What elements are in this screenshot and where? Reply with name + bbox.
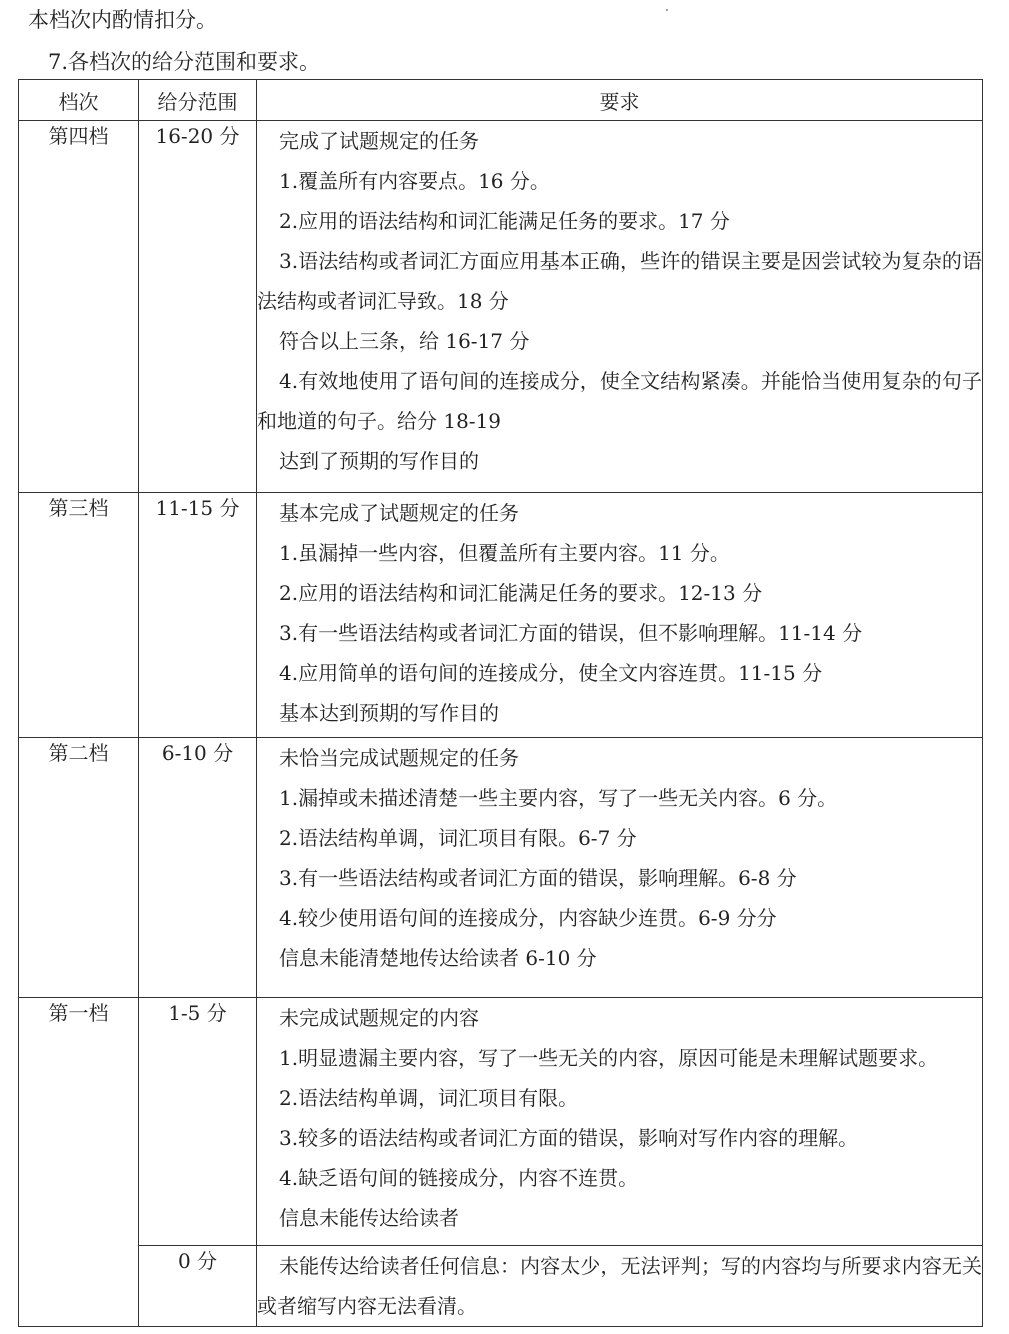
level-cell: 第三档 xyxy=(19,493,139,738)
scoring-rubric-table xyxy=(18,79,983,1327)
requirements-cell xyxy=(257,493,983,738)
table-row-zero xyxy=(19,1246,983,1327)
requirement-line: 2.应用的语法结构和词汇能满足任务的要求。12-13 分 xyxy=(279,581,763,605)
requirement-line: 2.语法结构单调，词汇项目有限。 xyxy=(279,1086,579,1110)
section-heading: 7.各档次的给分范围和要求。 xyxy=(48,50,321,74)
requirement-line: 2.语法结构单调，词汇项目有限。6-7 分 xyxy=(279,826,637,850)
requirement-line: 3.有一些语法结构或者词汇方面的错误，影响理解。6-8 分 xyxy=(279,866,797,890)
table-row-level-2 xyxy=(19,738,983,998)
requirement-line: 符合以上三条，给 16-17 分 xyxy=(279,329,530,353)
requirement-line: 1.漏掉或未描述清楚一些主要内容，写了一些无关内容。6 分。 xyxy=(279,786,838,810)
requirement-line: 4.有效地使用了语句间的连接成分，使全文结构紧凑。并能恰当使用复杂的句子和地道的句子。给分 18-19 xyxy=(257,369,982,433)
requirement-line: 4.较少使用语句间的连接成分，内容缺少连贯。6-9 分分 xyxy=(279,906,777,930)
requirement-line: 3.有一些语法结构或者词汇方面的错误，但不影响理解。11-14 分 xyxy=(279,621,863,645)
range-cell: 11-15 分 xyxy=(139,493,257,738)
requirements-cell xyxy=(257,998,983,1246)
header-level: 档次 xyxy=(19,80,139,121)
requirement-line: 完成了试题规定的任务 xyxy=(279,129,479,153)
range-cell: 16-20 分 xyxy=(139,121,257,493)
requirements-cell xyxy=(257,121,983,493)
requirement-line: 1.明显遗漏主要内容，写了一些无关的内容，原因可能是未理解试题要求。 xyxy=(279,1046,939,1070)
requirement-line: 达到了预期的写作目的 xyxy=(279,449,479,473)
requirements-cell xyxy=(257,738,983,998)
range-cell: 1-5 分 xyxy=(139,998,257,1246)
table-row-level-1 xyxy=(19,998,983,1246)
requirement-line: 3.语法结构或者词汇方面应用基本正确，些许的错误主要是因尝试较为复杂的语法结构或者词汇导致。18 分 xyxy=(257,249,982,313)
header-requirements: 要求 xyxy=(257,80,983,121)
requirement-line: 未完成试题规定的内容 xyxy=(279,1006,479,1030)
requirement-line: 1.虽漏掉一些内容，但覆盖所有主要内容。11 分。 xyxy=(279,541,730,565)
level-cell: 第一档 xyxy=(19,998,139,1327)
requirement-line: 未能传达给读者任何信息：内容太少，无法评判；写的内容均与所要求内容无关或者缩写内容无法看清。 xyxy=(257,1254,982,1318)
range-cell: 6-10 分 xyxy=(139,738,257,998)
level-cell: 第二档 xyxy=(19,738,139,998)
requirement-line: 信息未能传达给读者 xyxy=(279,1206,459,1230)
requirement-line: 基本完成了试题规定的任务 xyxy=(279,501,519,525)
requirement-line: 3.较多的语法结构或者词汇方面的错误，影响对写作内容的理解。 xyxy=(279,1126,859,1150)
table-row-level-3 xyxy=(19,493,983,738)
requirement-line: 未恰当完成试题规定的任务 xyxy=(279,746,519,770)
requirement-line: 4.应用简单的语句间的连接成分，使全文内容连贯。11-15 分 xyxy=(279,661,823,685)
table-row-level-4 xyxy=(19,121,983,493)
header-range: 给分范围 xyxy=(139,80,257,121)
requirement-line: 1.覆盖所有内容要点。16 分。 xyxy=(279,169,550,193)
requirement-line: 4.缺乏语句间的链接成分，内容不连贯。 xyxy=(279,1166,639,1190)
level-cell: 第四档 xyxy=(19,121,139,493)
requirement-line: 基本达到预期的写作目的 xyxy=(279,701,499,725)
table-header-row xyxy=(19,80,983,121)
range-cell: 0 分 xyxy=(139,1246,257,1327)
requirement-line: 信息未能清楚地传达给读者 6-10 分 xyxy=(279,946,597,970)
requirement-line: 2.应用的语法结构和词汇能满足任务的要求。17 分 xyxy=(279,209,730,233)
requirements-cell xyxy=(257,1246,983,1327)
scan-speck xyxy=(666,9,668,11)
previous-page-text: 本档次内酌情扣分。 xyxy=(28,8,217,32)
